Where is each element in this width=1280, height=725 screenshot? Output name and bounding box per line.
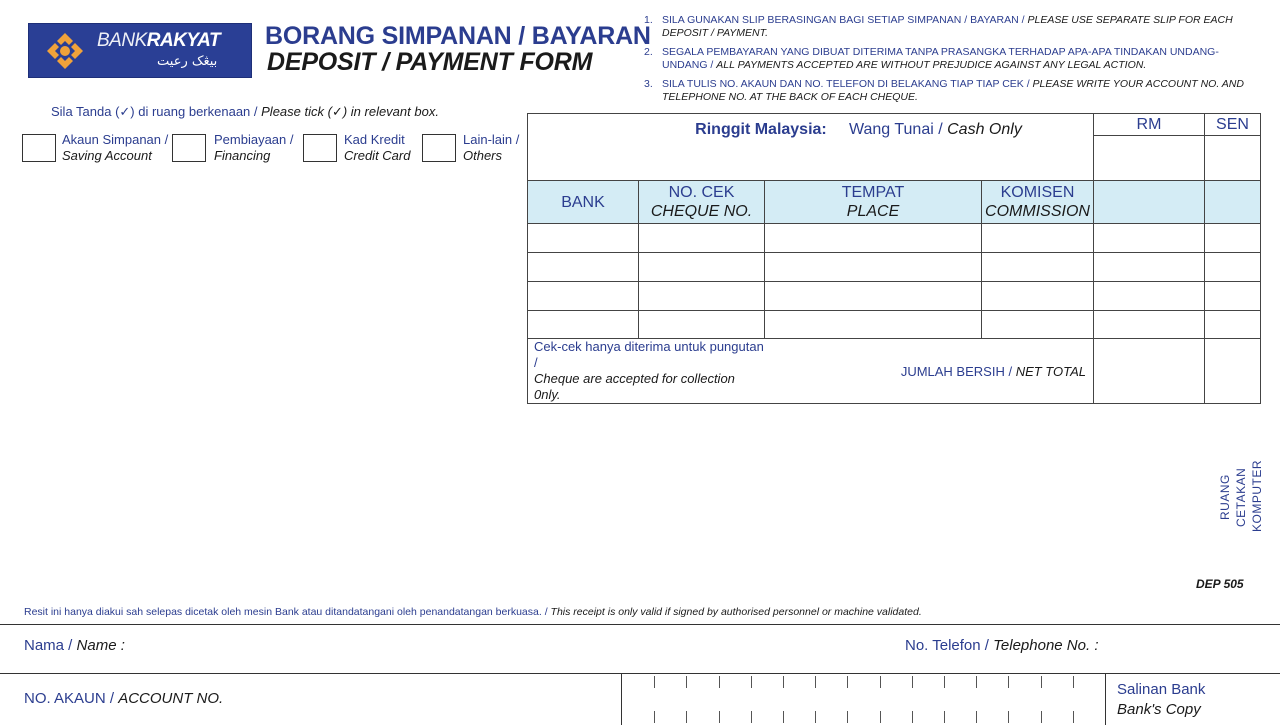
commission-cell[interactable] [982,282,1094,311]
account-digit-tick [783,676,784,688]
checkbox-saving-account[interactable] [22,134,56,162]
account-digit-tick [719,676,720,688]
checkbox-financing[interactable] [172,134,206,162]
net-total-label: JUMLAH BERSIH / NET TOTAL [765,339,1094,404]
collection-note: Cek-cek hanya diterima untuk pungutan / Cheque are accepted for collection 0nly. [528,339,765,404]
commission-cell[interactable] [982,224,1094,253]
bank-logo-jawi: بيڠک رعيت [157,54,218,69]
account-digit-tick [847,711,848,723]
form-title-malay: BORANG SIMPANAN / BAYARAN [265,22,651,50]
bank-cell[interactable] [528,253,639,282]
column-header-place: TEMPAT PLACE [765,181,982,224]
name-input[interactable] [140,628,880,670]
column-header-sen-blank [1205,181,1261,224]
bank-rakyat-emblem-icon [43,29,87,73]
table-row [528,224,1261,253]
rm-cell[interactable] [1094,253,1205,282]
computer-print-area-label: RUANG CETAKAN KOMPUTER [1218,459,1264,532]
bank-cell[interactable] [528,282,639,311]
account-digit-tick [815,711,816,723]
account-digit-tick [847,676,848,688]
divider [1105,673,1106,725]
account-digit-tick [686,711,687,723]
commission-cell[interactable] [982,311,1094,339]
account-digit-tick [815,676,816,688]
phone-input[interactable] [1110,628,1275,670]
divider [0,624,1280,625]
checkbox-credit-card[interactable] [303,134,337,162]
rm-cell[interactable] [1094,311,1205,339]
instructions-list [644,14,1244,110]
instruction-item: 3. SILA TULIS NO. AKAUN DAN NO. TELEFON DI BELAKANG TIAP TIAP CEK / PLEASE WRITE YOUR ACCOUNT NO. AND TELEPHONE NO. AT THE BACK OF EACH CHEQUE. [644,78,1244,103]
account-digit-tick [880,711,881,723]
checkbox-label-saving-account: Akaun Simpanan / Saving Account [62,132,169,163]
copy-label: Salinan Bank Bank's Copy [1117,681,1206,718]
rm-cell[interactable] [1094,224,1205,253]
bank-cell[interactable] [528,224,639,253]
account-digit-tick [1041,676,1042,688]
table-row [528,253,1261,282]
deposit-table [527,113,1261,404]
cheque-no-cell[interactable] [639,282,765,311]
account-digit-tick [1008,676,1009,688]
instruction-item: 2. SEGALA PEMBAYARAN YANG DIBUAT DITERIMA TANPA PRASANGKA TERHADAP APA-APA TINDAKAN UNDANG-UNDANG / ALL PAYMENTS ACCEPTED ARE WITHOUT PREJUDICE AGAINST ANY LEGAL ACTION. [644,46,1219,71]
account-digit-tick [944,676,945,688]
account-digit-tick [976,676,977,688]
column-header-commission: KOMISEN COMMISSION [982,181,1094,224]
checkbox-label-others: Lain-lain / Others [463,132,520,163]
receipt-validity-note: Resit ini hanya diakui sah selepas dicetak oleh mesin Bank atau ditandatangani oleh penandatangan berkuasa. / This receipt is only valid if signed by authorised personnel or machine validated. [24,606,922,618]
account-digit-tick [751,711,752,723]
account-digit-tick [654,711,655,723]
account-digit-tick [1073,676,1074,688]
commission-cell[interactable] [982,253,1094,282]
cash-amount-field[interactable]: Ringgit Malaysia: Wang Tunai / Cash Only [528,114,1094,181]
table-row [528,282,1261,311]
cheque-no-cell[interactable] [639,311,765,339]
account-digit-tick [654,676,655,688]
sen-column-header: SEN [1205,114,1261,136]
net-total-rm-cell[interactable] [1094,339,1205,404]
account-digit-tick [783,711,784,723]
account-digit-tick [686,676,687,688]
place-cell[interactable] [765,311,982,339]
account-digit-tick [912,676,913,688]
table-row [528,311,1261,339]
column-header-rm-blank [1094,181,1205,224]
account-digit-tick [912,711,913,723]
cash-sen-cell[interactable] [1205,136,1261,181]
phone-field-label: No. Telefon / Telephone No. : [905,637,1099,654]
instruction-item: 1. SILA GUNAKAN SLIP BERASINGAN BAGI SETIAP SIMPANAN / BAYARAN / PLEASE USE SEPARATE SLIP FOR EACH DEPOSIT / PAYMENT. [644,14,1233,39]
checkbox-others[interactable] [422,134,456,162]
name-field-label: Nama / Name : [24,637,125,654]
column-header-bank: BANK [528,181,639,224]
cheque-no-cell[interactable] [639,224,765,253]
account-digit-tick [1073,711,1074,723]
net-total-sen-cell[interactable] [1205,339,1261,404]
tick-instruction: Sila Tanda (✓) di ruang berkenaan / Please tick (✓) in relevant box. [51,104,439,119]
place-cell[interactable] [765,253,982,282]
account-digit-tick [1008,711,1009,723]
account-digit-tick [1041,711,1042,723]
account-digit-tick [944,711,945,723]
rm-cell[interactable] [1094,282,1205,311]
account-digit-tick [751,676,752,688]
account-digit-tick [719,711,720,723]
column-header-cheque-no: NO. CEK CHEQUE NO. [639,181,765,224]
account-digit-tick [976,711,977,723]
bank-logo-wordmark: BANKRAKYAT [97,30,221,51]
sen-cell[interactable] [1205,282,1261,311]
sen-cell[interactable] [1205,224,1261,253]
checkbox-label-financing: Pembiayaan / Financing [214,132,294,163]
checkbox-label-credit-card: Kad Kredit Credit Card [344,132,411,163]
sen-cell[interactable] [1205,253,1261,282]
account-no-label: NO. AKAUN / ACCOUNT NO. [24,690,224,707]
bank-logo [28,23,252,78]
rm-column-header: RM [1094,114,1205,136]
place-cell[interactable] [765,282,982,311]
form-code: DEP 505 [1196,577,1244,591]
cash-rm-cell[interactable] [1094,136,1205,181]
sen-cell[interactable] [1205,311,1261,339]
form-title-english: DEPOSIT / PAYMENT FORM [267,48,593,76]
cheque-no-cell[interactable] [639,253,765,282]
account-no-digit-boxes[interactable] [622,674,1105,725]
net-total-row [528,339,1261,404]
bank-cell[interactable] [528,311,639,339]
place-cell[interactable] [765,224,982,253]
account-digit-tick [880,676,881,688]
